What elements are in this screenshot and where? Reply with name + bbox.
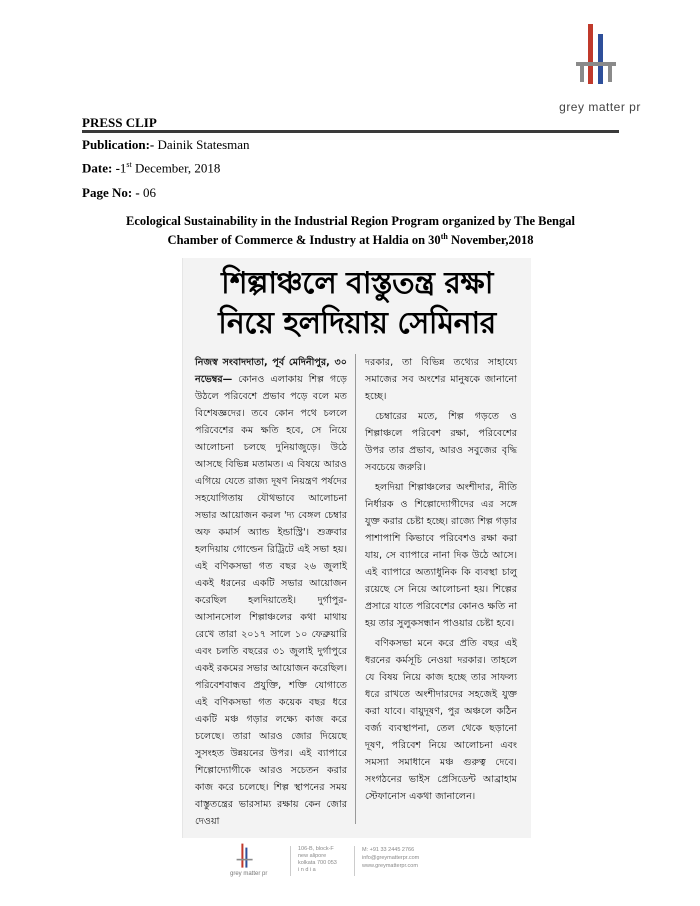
- page-line: [82, 185, 156, 201]
- clipping-right-column: [365, 354, 517, 808]
- date-suffix: st: [126, 160, 132, 169]
- story-title-line2: [82, 229, 619, 248]
- footer-address: [298, 846, 337, 874]
- publication-label: Publication:-: [82, 137, 155, 152]
- press-clip-title: PRESS CLIP: [82, 115, 157, 130]
- story-title-line1: Ecological Sustainability in the Industrial Region Program organized by The Bengal: [126, 214, 575, 228]
- clipping-headline-line2: নিয়ে হলদিয়ায় সেমিনার: [218, 306, 496, 341]
- story-title: [82, 213, 619, 248]
- footer-contact: [362, 846, 419, 870]
- publication-value: Dainik Statesman: [157, 137, 250, 152]
- clipping-headline: [195, 264, 519, 344]
- date-rest: December, 2018: [135, 160, 221, 176]
- footer-brand: grey matter pr: [230, 871, 268, 877]
- clipping-byline-paragraph: [195, 354, 347, 830]
- clipping-right-paragraph: হলদিয়া শিল্পাঞ্চলের অংশীদার, নীতি নির্ধারক ও শিল্পোদ্যোগীদের এর সঙ্গে যুক্ত করার চেষ্টা হচ্ছে। রাজ্যে শিল্প গড়ার পাশাপাশি কিভাবে পরিবেশও রক্ষা করা যায়, সে ব্যাপারে নানা দিক উঠে আসে। এই ব্যাপারে অত্যাধুনিক কি ব্যবস্থা চালু রয়েছে সে নিয়ে আলোচনা হয়। শিল্পের প্রসারে যাতে পরিবেশের কোনও ক্ষতি না হয় তার সুলুকসন্ধান পাওয়ার চেষ্টা হবে।: [365, 482, 517, 629]
- story-title-line2-end: November,2018: [450, 233, 534, 248]
- footer-website[interactable]: www.greymatterpr.com: [362, 863, 418, 869]
- clipping-byline: নিজস্ব সংবাদদাতা, পূর্ব মেদিনীপুর, ৩০ নভেম্বর—: [195, 357, 347, 385]
- footer-address-line: kolkata 700 053: [298, 860, 337, 866]
- logo-text: grey matter pr: [559, 100, 641, 114]
- date-day: 1: [119, 160, 127, 176]
- footer-logo-icon: [230, 842, 260, 870]
- header-rule: [82, 130, 619, 133]
- footer-address-line: i n d i a: [298, 867, 316, 873]
- logo-mark-icon: [562, 20, 632, 90]
- column-divider: [355, 354, 356, 824]
- footer-divider: [354, 846, 355, 876]
- footer-phone: M: +91 33 2445 2766: [362, 847, 415, 853]
- footer-logo: [230, 842, 285, 875]
- date-label: Date: -: [82, 160, 120, 176]
- clipping-left-column: [195, 354, 347, 833]
- publication-line: [82, 137, 250, 153]
- page-value: 06: [143, 185, 157, 200]
- clipping-left-paragraph: কোনও এলাকায় শিল্প গড়ে উঠলে পরিবেশে প্রভাব পড়ে বলে মত বিশেষজ্ঞদের। তবে কোন পথে চললে পরিবেশের কম ক্ষতি হবে, সে নিয়ে আলোচনা চলছে দুনিয়াজুড়ে। উঠে আসছে বিভিন্ন মতামত। এ বিষয়ে আরও এগিয়ে যেতে রাজ্য দূষণ নিয়ন্ত্রণ পর্ষদের সহযোগিতায় যৌথভাবে আলোচনা সভার আয়োজন করল 'দ্য বেঙ্গল চেম্বার অফ কমার্স অ্যান্ড ইন্ডাস্ট্রি'। শুক্রবার হলদিয়ায় গোল্ডেন রিট্রিটে এই সভা হয়। এই বণিকসভা গত বছর ২৬ জুলাই একই ধরনের একটি সভার আয়োজন করেছিল হলদিয়াতেই। দুর্গাপুর-আসানসোল শিল্পাঞ্চলের কথা মাথায় রেখে তারা ২০১৭ সালে ১০ ফেব্রুয়ারি এবং চলতি বছরের ৩১ জুলাই দুর্গাপুরে একই রকমের সভার আয়োজন করেছিল। পরিবেশবান্ধব প্রযুক্তি, শক্তি যোগাতে এই বণিকসভা গত কয়েক বছর ধরে একটি মঞ্চ গড়ার লক্ষ্যে কাজ করে চলেছে। তারা আরও জোর দিয়েছে সুসংহত উন্নয়নের উপর। এই ব্যাপারে শিল্পোদ্যোগীকে আরও সচেতন করার কাজ করে চলেছে। শিল্প স্থাপনের সময় বাস্তুতন্ত্রের ভারসাম্য রক্ষায় কেন জোর দেওয়া: [195, 374, 347, 827]
- clipping-right-paragraph: দরকার, তা বিভিন্ন তথ্যের সাহায্যে সমাজের সব অংশের মানুষকে জানানো হচ্ছে।: [365, 357, 517, 402]
- footer-divider: [290, 846, 291, 876]
- date-line: [82, 160, 220, 176]
- footer-address-line: new alipore: [298, 853, 327, 859]
- footer-email[interactable]: info@greymatterpr.com: [362, 855, 420, 861]
- footer: [230, 842, 480, 886]
- clipping-right-paragraph: চেম্বারের মতে, শিল্প গড়তে ও শিল্পাঞ্চলে পরিবেশ রক্ষা, পরিবেশের উপর তার প্রভাব, আরও সবুজের বৃদ্ধি সবচেয়ে জরুরি।: [365, 411, 517, 473]
- page-label: Page No: -: [82, 185, 140, 200]
- newspaper-clipping: [182, 258, 531, 838]
- footer-address-line: 106-B, block-F: [298, 846, 334, 852]
- grey-matter-logo: [540, 20, 660, 114]
- story-title-line2-text: Chamber of Commerce & Industry at Haldia on 30: [167, 233, 441, 248]
- clipping-headline-line1: শিল্পাঞ্চলে বাস্তুতন্ত্র রক্ষা: [221, 266, 493, 301]
- story-title-sup: th: [440, 232, 448, 241]
- clipping-right-paragraph: বণিকসভা মনে করে প্রতি বছর এই ধরনের কর্মসূচি নেওয়া দরকার। তাহলে যে বিষয় নিয়ে কাজ হচ্ছে তার সাফল্য ধরে রাখতে অংশীদারদের সহজেই যুক্ত করা যাবে। বায়ুদূষণ, পুর অঞ্চলে কঠিন বর্জ্য ব্যবস্থাপনা, তেল থেকে ছড়ানো দূষণ, পরিবেশ নিয়ে আলোচনা এবং সমস্যা সমাধানে মঞ্চ গুরুত্ব দেবে। সংগঠনের ভাইস প্রেসিডেন্ট আব্রাহাম স্টেফানোস একথা জানালেন।: [365, 638, 517, 802]
